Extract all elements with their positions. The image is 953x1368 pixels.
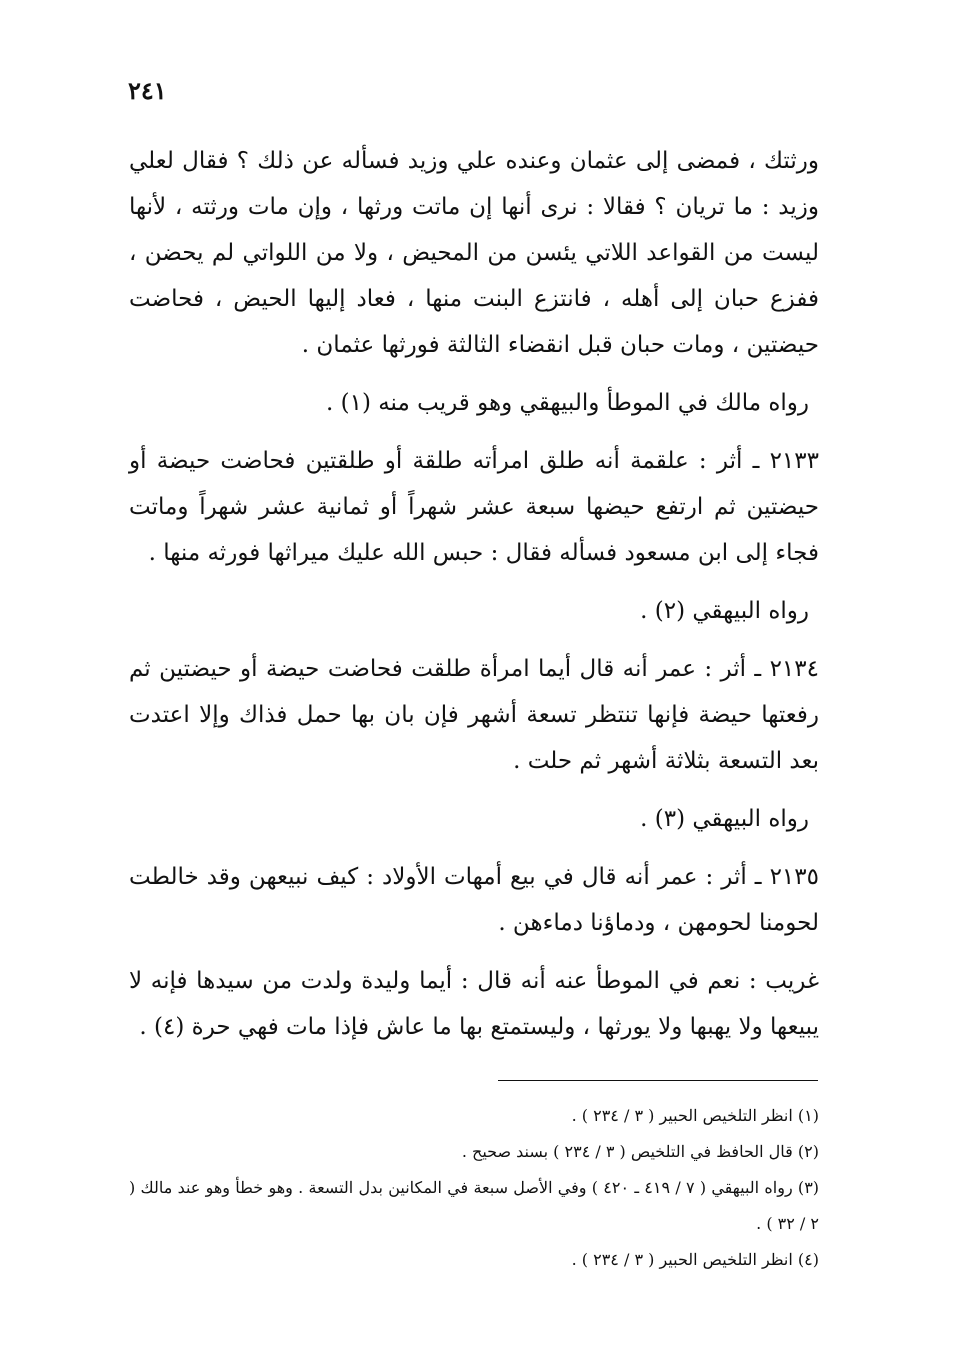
footnote-1: (١) انظر التلخيص الحبير ( ٣ / ٢٣٤ ) . <box>571 1106 819 1125</box>
footnote-2: (٢) قال الحافظ في التلخيص ( ٣ / ٢٣٤ ) بسند صحيح . <box>461 1142 819 1161</box>
footnote-divider <box>498 1080 818 1081</box>
main-text <box>129 138 819 1062</box>
paragraph-continuation: ورثتك ، فمضى إلى عثمان وعنده علي وزيد فسأله عن ذلك ؟ فقال لعلي وزيد : ما تريان ؟ فقالا : نرى أنها إن ماتت ورثها ، وإن مات ورثته ، لأنها ليست من القواعد اللاتي يئسن من المحيض ، ولا من اللواتي لم يحضن ، ففزع حبان إلى أهله ، فانتزع البنت منها ، فعاد إليها الحيض ، فحاضت حيضتين ، ومات حبان قبل انقضاء الثالثة فورثها عثمان . <box>129 148 819 358</box>
athar-2134: ٢١٣٤ ـ أثر : عمر أنه قال أيما امرأة طلقت فحاضت حيضة أو حيضتين ثم رفعتها حيضة فإنها تنتظر تسعة أشهر فإن بان بها حمل فذاك وإلا اعتدت بعد التسعة بثلاثة أشهر ثم حلت . <box>129 656 819 774</box>
athar-2135: ٢١٣٥ ـ أثر : عمر أنه قال في بيع أمهات الأولاد : كيف نبيعهن وقد خالطت لحومنا لحومهن ، ودماؤنا دماءهن . <box>129 864 819 936</box>
footnotes <box>129 1098 819 1278</box>
source-note-2: رواه البيهقي (٢) . <box>640 598 809 624</box>
gharib-note: غريب : نعم في الموطأ عنه أنه قال : أيما وليدة ولدت من سيدها فإنه لا يبيعها ولا يهبها ولا يورثها ، وليستمتع بها ما عاش فإذا مات فهي حرة (٤) . <box>129 968 819 1040</box>
source-note-3: رواه البيهقي (٣) . <box>640 806 809 832</box>
athar-2133: ٢١٣٣ ـ أثر : علقمة أنه طلق امرأته طلقة أو طلقتين فحاضت حيضة أو حيضتين ثم ارتفع حيضها سبعة عشر شهراً أو ثمانية عشر شهراً وماتت فجاء إلى ابن مسعود فسأله فقال : حبس الله عليك ميراثها فورثه منها . <box>129 448 819 566</box>
footnote-3: (٣) رواه البيهقي ( ٧ / ٤١٩ ـ ٤٢٠ ) وفي الأصل سبعة في المكانين بدل التسعة . وهو خطأ وهو عند مالك ( ٢ / ٣٢ ) . <box>129 1178 820 1233</box>
footnote-4: (٤) انظر التلخيص الحبير ( ٣ / ٢٣٤ ) . <box>571 1250 819 1269</box>
source-note-1: رواه مالك في الموطأ والبيهقي وهو قريب منه (١) . <box>325 390 809 416</box>
page-number: ٢٤١ <box>128 76 167 105</box>
